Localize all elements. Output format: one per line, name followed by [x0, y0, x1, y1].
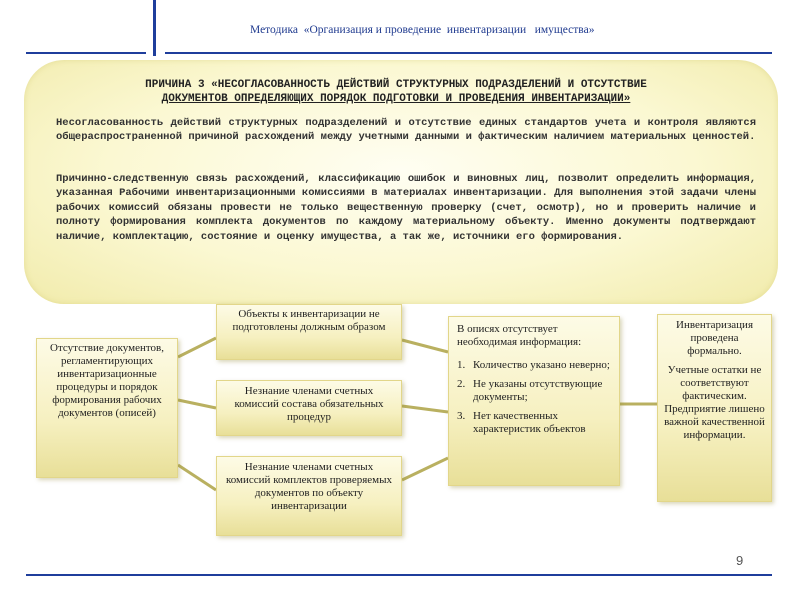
connector-left-to-mid3	[178, 465, 216, 490]
page-number: 9	[736, 553, 744, 568]
info-list-text: Не указаны отсутствующие документы;	[473, 378, 603, 403]
info-list-text: Нет качественных характеристик объектов	[473, 410, 586, 435]
connector-mid1-to-info	[402, 340, 448, 352]
left-box	[36, 338, 178, 478]
middle-box-3-text: Незнание членами счетных комиссий комплектов проверяемых документов по объекту инвентаризации	[225, 461, 392, 512]
info-box	[448, 316, 620, 486]
middle-box-1-text: Объекты к инвентаризации не подготовлены должным образом	[232, 308, 386, 333]
result-box-text-1: Инвентаризация проведена формально.	[676, 319, 753, 357]
left-box-text: Отсутствие документов, регламентирующих инвентаризационные процедуры и порядок формирования рабочих документов (описей)	[50, 342, 164, 419]
cause-title-line1: ПРИЧИНА 3 «НЕСОГЛАСОВАННОСТЬ ДЕЙСТВИЙ СТРУКТУРНЫХ ПОДРАЗДЕЛЕНИЙ И ОТСУТСТВИЕ	[145, 79, 647, 91]
middle-box-1	[216, 304, 402, 360]
connector-left-to-mid1	[178, 338, 216, 357]
cause-paragraph-2: Причинно-следственную связь расхождений, классификацию ошибок и виновных лиц, позволит определить информация, указанная Рабочими инвентаризационными комиссиями в материалах инвентаризации. Для выполнения этой задачи члены рабочих комиссий обязаны провести не только вещественную проверку (счет, осмотр), но и проверить наличие и полноту формирования комплекта документов по каждому материальному объекту. Именно документы подтверждают наличие, комплектацию, состояние и оценку имущества, а так же, источники его формирования.	[56, 173, 756, 243]
middle-box-3	[216, 456, 402, 536]
middle-box-2-text: Незнание членами счетных комиссий состава обязательных процедур	[234, 385, 384, 423]
result-box	[657, 314, 772, 502]
info-list-number: 3.	[457, 410, 466, 422]
info-list-item	[457, 378, 611, 404]
info-list-number: 2.	[457, 378, 466, 390]
cause-paragraph-1: Несогласованность действий структурных подразделений и отсутствие единых стандартов учета и контроля являются общераспространенной причиной расхождений между учетными данными и фактическим наличием материальных ценностей.	[56, 117, 756, 144]
info-list-text: Количество указано неверно;	[473, 359, 610, 371]
info-box-heading: В описях отсутствует необходимая информация:	[457, 323, 582, 348]
footer-rule	[26, 574, 772, 576]
middle-box-2	[216, 380, 402, 436]
info-list-item	[457, 410, 611, 436]
connector-left-to-mid2	[178, 400, 216, 408]
info-list-item	[457, 359, 611, 372]
connector-mid2-to-info	[402, 406, 448, 412]
result-box-text-2: Учетные остатки не соответствуют фактическим. Предприятие лишено важной качественной информации.	[664, 364, 765, 441]
connector-mid3-to-info	[402, 458, 448, 480]
header-title: Методика «Организация и проведение инвентаризации имущества»	[250, 24, 595, 36]
info-list-number: 1.	[457, 359, 466, 371]
cause-title-line2: ДОКУМЕНТОВ ОПРЕДЕЛЯЮЩИХ ПОРЯДОК ПОДГОТОВКИ И ПРОВЕДЕНИЯ ИНВЕНТАРИЗАЦИИ»	[161, 93, 631, 105]
